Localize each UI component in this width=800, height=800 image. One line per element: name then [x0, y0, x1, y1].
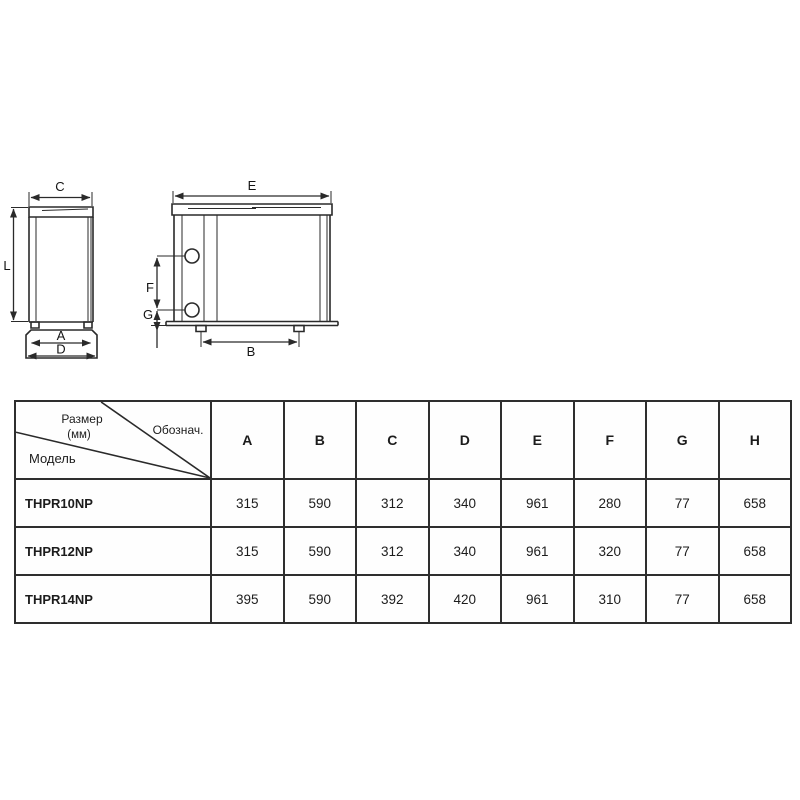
value-cell: 312 [356, 527, 429, 575]
column-header-a: A [211, 401, 284, 479]
value-cell: 340 [429, 479, 502, 527]
column-header-g: G [646, 401, 719, 479]
column-header-e: E [501, 401, 574, 479]
column-header-d: D [429, 401, 502, 479]
column-header-b: B [284, 401, 357, 479]
upper-pipe-hole [185, 249, 199, 263]
value-cell: 392 [356, 575, 429, 623]
dimensions-table [14, 400, 792, 624]
corner-designation-label: Обознач. [152, 423, 204, 437]
value-cell: 395 [211, 575, 284, 623]
corner-size-unit: (мм) [67, 429, 91, 441]
value-cell: 340 [429, 527, 502, 575]
dim-label-c: C [55, 179, 65, 194]
value-cell: 658 [719, 575, 792, 623]
dim-label-l: L [3, 258, 11, 273]
table-row-thpr10np [15, 479, 791, 527]
value-cell: 590 [284, 479, 357, 527]
value-cell: 320 [574, 527, 647, 575]
value-cell: 312 [356, 479, 429, 527]
front-view [166, 204, 338, 332]
front-feet [196, 326, 304, 332]
dim-label-f: F [146, 280, 154, 295]
value-cell: 658 [719, 527, 792, 575]
corner-model-label: Модель [29, 451, 76, 466]
table-corner-cell [15, 401, 211, 479]
dim-label-e: E [247, 178, 257, 193]
value-cell: 315 [211, 479, 284, 527]
column-header-c: C [356, 401, 429, 479]
table-row-thpr14np [15, 575, 791, 623]
value-cell: 315 [211, 527, 284, 575]
header-row [15, 401, 791, 479]
value-cell: 961 [501, 575, 574, 623]
corner-size-label: Размер [61, 412, 103, 426]
value-cell: 280 [574, 479, 647, 527]
column-header-f: F [574, 401, 647, 479]
value-cell: 77 [646, 479, 719, 527]
lower-pipe-hole [185, 303, 199, 317]
value-cell: 961 [501, 479, 574, 527]
model-cell: THPR12NP [15, 527, 211, 575]
value-cell: 310 [574, 575, 647, 623]
value-cell: 77 [646, 527, 719, 575]
column-header-h: H [719, 401, 792, 479]
model-cell: THPR10NP [15, 479, 211, 527]
value-cell: 420 [429, 575, 502, 623]
value-cell: 590 [284, 575, 357, 623]
dim-label-a: A [56, 328, 66, 343]
value-cell: 590 [284, 527, 357, 575]
dimension-diagram [0, 170, 800, 400]
dim-label-d: D [56, 341, 66, 357]
value-cell: 961 [501, 527, 574, 575]
value-cell: 77 [646, 575, 719, 623]
model-cell: THPR14NP [15, 575, 211, 623]
dim-label-g: G [142, 307, 154, 322]
dim-label-b: B [246, 344, 256, 359]
value-cell: 658 [719, 479, 792, 527]
table-row-thpr12np [15, 527, 791, 575]
